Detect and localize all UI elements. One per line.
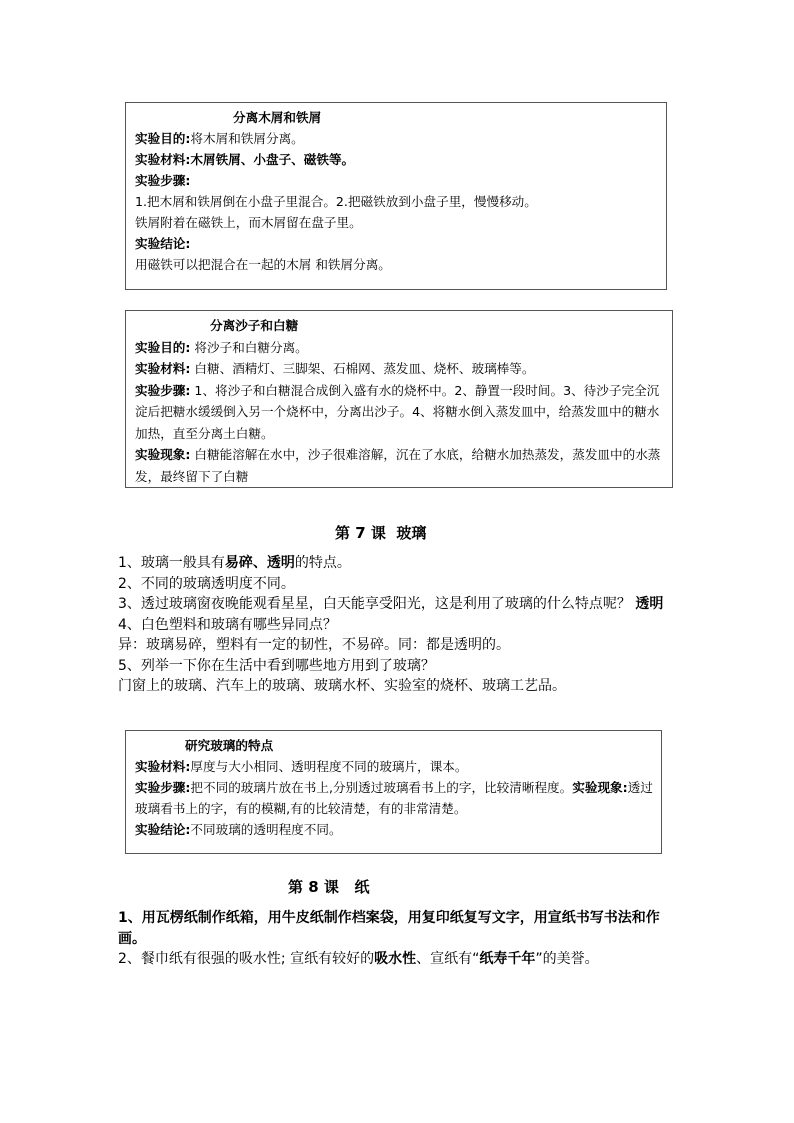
steps-text-1: 1.把木屑和铁屑倒在小盘子里混合。2.把磁铁放到小盘子里，慢慢移动。: [135, 194, 537, 209]
conclusion-text: 用磁铁可以把混合在一起的木屑 和铁屑分离。: [135, 257, 391, 272]
lesson-7-content: [118, 553, 678, 697]
steps-phenomenon-paragraph: [135, 777, 653, 819]
question-1: 1、用瓦楞纸制作纸箱，用牛皮纸制作档案袋，用复印纸复写文字，用宣纸书写书法和作画。: [118, 910, 660, 947]
question-1-bold: 易碎、透明: [224, 555, 295, 571]
experiment-box-sand-sugar: [125, 310, 673, 488]
materials-label: 实验材料:: [135, 152, 191, 167]
question-2-bold-1: 吸水性: [374, 951, 417, 967]
question-2-bold-2: 纸寿千年: [479, 951, 536, 967]
question-2-pre: 2、餐巾纸有很强的吸水性; 宣纸有较好的: [118, 951, 375, 967]
phenomenon-paragraph: [135, 444, 664, 487]
conclusion-label: 实验结论:: [135, 236, 191, 251]
lesson-8-content: [118, 908, 678, 970]
purpose-label: 实验目的:: [135, 339, 191, 355]
phenomenon-text: 白糖能溶解在水中，沙子很难溶解，沉在了水底，给糖水加热蒸发，蒸发皿中的水蒸发，最终留下了白糖: [135, 447, 661, 484]
purpose-line: [135, 128, 658, 149]
steps-text-2: 铁屑附着在磁铁上，而木屑留在盘子里。: [135, 215, 362, 230]
materials-line: [135, 358, 664, 380]
question-4: 4、白色塑料和玻璃有哪些异同点？: [118, 616, 337, 633]
question-2-mid: 、宣纸有“: [416, 951, 480, 967]
materials-label: 实验材料:: [135, 361, 191, 376]
question-2-post: ”的美誉。: [535, 951, 599, 967]
lesson-8-heading: 第 8 课 纸: [288, 878, 370, 896]
lesson-7-heading: 第 7 课 玻璃: [335, 524, 427, 542]
question-1-pre: 1、玻璃一般具有: [118, 555, 225, 571]
box-title: 分离木屑和铁屑: [233, 110, 322, 125]
question-1: [118, 553, 678, 574]
question-4-answer: 异：玻璃易碎，塑料有一定的韧性，不易碎。同：都是透明的。: [118, 637, 510, 653]
purpose-text: 将木屑和铁屑分离。: [190, 131, 304, 146]
materials-text: 白糖、酒精灯、三脚架、石棉网、蒸发皿、烧杯、玻璃棒等。: [190, 361, 535, 376]
question-2: 2、不同的玻璃透明度不同。: [118, 575, 295, 592]
question-3: [118, 594, 678, 615]
experiment-box-wood-iron: [125, 102, 667, 290]
box-title: 研究玻璃的特点: [185, 738, 274, 753]
steps-text: 1、将沙子和白糖混合成倒入盛有水的烧杯中。2、静置一段时间。3、待沙子完全沉淀后把糖水缓缓倒入另一个烧杯中，分离出沙子。4、将糖水倒入蒸发皿中，给蒸发皿中的糖水加热，直至分离土白糖。: [135, 382, 660, 441]
question-5-answer: 门窗上的玻璃、汽车上的玻璃、玻璃水杯、实验室的烧杯、玻璃工艺品。: [118, 678, 566, 694]
box-title: 分离沙子和白糖: [210, 318, 299, 333]
materials-line: [135, 756, 653, 777]
phenomenon-label: 实验现象:: [572, 780, 628, 795]
question-3-answer: 透明: [635, 596, 664, 612]
materials-label: 实验材料:: [135, 759, 191, 774]
purpose-label: 实验目的:: [135, 131, 191, 146]
materials-text: 厚度与大小相同、透明程度不同的玻璃片，课本。: [190, 759, 468, 774]
experiment-box-glass: [125, 730, 662, 854]
steps-label: 实验步骤:: [135, 780, 191, 795]
phenomenon-label: 实验现象:: [135, 447, 191, 462]
materials-line: [135, 149, 658, 170]
steps-paragraph: [135, 380, 664, 445]
conclusion-line: [135, 819, 653, 840]
phenomenon-text: 透过玻璃看书上的字，有的模糊,有的比较清楚，有的非常清楚。: [135, 780, 653, 816]
purpose-text: 将沙子和白糖分离。: [190, 339, 308, 355]
question-2: [118, 949, 678, 970]
steps-label: 实验步骤:: [135, 382, 191, 398]
question-3-text: 3、透过玻璃窗夜晚能观看星星，白天能享受阳光，这是利用了玻璃的什么特点呢？: [118, 596, 631, 612]
steps-label: 实验步骤:: [135, 173, 191, 188]
materials-text: 木屑铁屑、小盘子、磁铁等。: [190, 152, 355, 167]
steps-text: 把不同的玻璃片放在书上,分别透过玻璃看书上的字，比较清晰程度。: [190, 780, 573, 795]
conclusion-text: 不同玻璃的透明程度不同。: [190, 822, 342, 837]
purpose-line: [135, 337, 664, 359]
question-1-post: 的特点。: [294, 555, 351, 571]
question-5: 5、列举一下你在生活中看到哪些地方用到了玻璃？: [118, 657, 435, 674]
conclusion-label: 实验结论:: [135, 822, 191, 837]
